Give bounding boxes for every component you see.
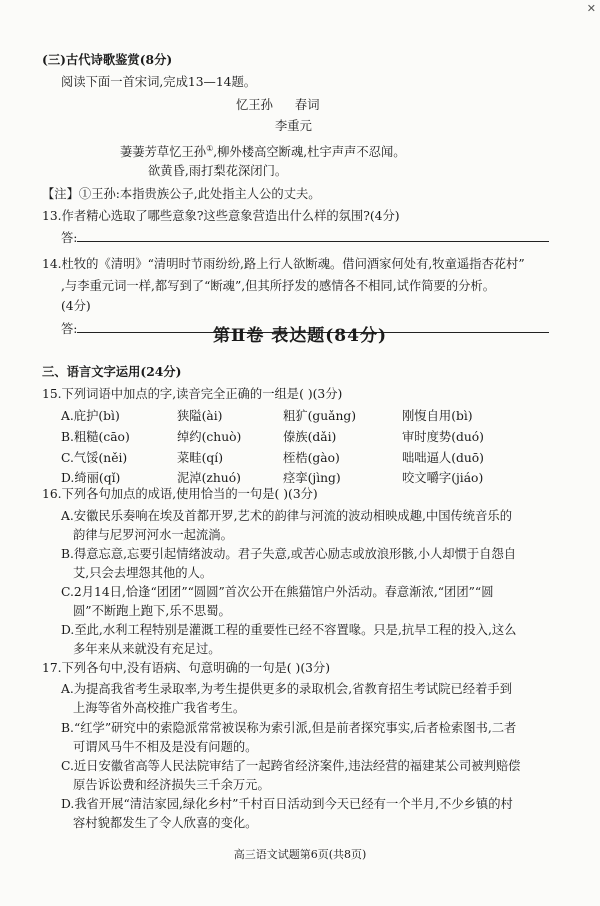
q17-option-c-line2: 原告诉讼费和经济损失三千余万元。 <box>73 778 270 792</box>
q16-option-d-line2: 多年来从来就没有充足过。 <box>73 642 221 656</box>
answer-13[interactable]: 答: <box>61 229 549 246</box>
q15-word: 绰约(chuò) <box>177 430 242 444</box>
poem-line-1: 萋萋芳草忆王孙①,柳外楼高空断魂,杜宇声声不忍闻。 <box>120 144 406 160</box>
section-poetry-heading: (三)古代诗歌鉴赏(8分) <box>42 52 173 67</box>
q15-word: 咄咄逼人(duō) <box>402 451 484 465</box>
section-language-heading: 三、语言文字运用(24分) <box>42 364 182 379</box>
question-17: 17.下列各句中,没有语病、句意明确的一句是( )(3分) <box>42 661 331 675</box>
q17-option-d-line2: 容村貌都发生了令人欣喜的变化。 <box>73 816 258 830</box>
poetry-instruction: 阅读下面一首宋词,完成13—14题。 <box>61 75 257 89</box>
scan-mark: ✕ <box>586 2 596 15</box>
poem-line-2: 欲黄昏,雨打梨花深闭门。 <box>148 164 288 178</box>
q15-option-d[interactable]: D.绮丽(qǐ) <box>61 471 121 485</box>
q16-option-a-line1[interactable]: A.安徽民乐奏响在埃及首都开罗,艺术的韵律与河流的波动相映成趣,中国传统音乐的 <box>61 509 512 523</box>
q15-word: 审时度势(duó) <box>402 430 484 444</box>
q17-option-b-line2: 可谓风马牛不相及是没有问题的。 <box>73 740 258 754</box>
question-14-line2: ,与李重元词一样,都写到了“断魂”,但其所抒发的感情各不相同,试作简要的分析。 <box>61 279 496 293</box>
q16-option-b-line2: 艾,只会去埋怨其他的人。 <box>73 566 213 580</box>
question-14-line3: (4分) <box>61 299 91 313</box>
q15-word: 咬文嚼字(jiáo) <box>402 471 484 485</box>
q15-option-c[interactable]: C.气馁(něi) <box>61 451 128 465</box>
poem-title: 忆王孙 春词 <box>236 98 320 112</box>
q16-option-c-line1[interactable]: C.2月14日,恰逢“团团”“圆圆”首次公开在熊猫馆户外活动。春意渐浓,“团团”“圆 <box>61 585 494 599</box>
part-2-heading: 第Ⅱ卷 表达题(84分) <box>213 326 387 346</box>
q17-option-c-line1[interactable]: C.近日安徽省高等人民法院审结了一起跨省经济案件,违法经营的福建某公司被判赔偿 <box>61 759 521 773</box>
poem-author: 李重元 <box>275 119 312 133</box>
answer-14[interactable]: 答: <box>61 320 549 337</box>
poem-note: 【注】①王孙:本指贵族公子,此处指主人公的丈夫。 <box>42 187 321 201</box>
q16-option-c-line2: 圆”不断跑上跑下,乐不思蜀。 <box>73 604 231 618</box>
q17-option-a-line1[interactable]: A.为提高我省考生录取率,为考生提供更多的录取机会,省教育招生考试院已经着手到 <box>61 682 512 696</box>
q16-option-a-line2: 韵律与尼罗河河水一起流淌。 <box>73 528 233 542</box>
q15-word: 痉挛(jìng) <box>283 471 341 485</box>
q15-word: 泥淖(zhuó) <box>177 471 241 485</box>
q15-word: 刚愎自用(bì) <box>402 409 473 423</box>
q15-word: 桎梏(gào) <box>283 451 340 465</box>
question-14-line1: 14.杜牧的《清明》“清明时节雨纷纷,路上行人欲断魂。借问酒家何处有,牧童遥指杏花村” <box>42 257 525 271</box>
q15-option-a[interactable]: A.庇护(bì) <box>61 409 120 423</box>
question-16: 16.下列各句加点的成语,使用恰当的一句是( )(3分) <box>42 487 318 501</box>
question-15: 15.下列词语中加点的字,读音完全正确的一组是( )(3分) <box>42 387 343 401</box>
question-13: 13.作者精心选取了哪些意象?这些意象营造出什么样的氛围?(4分) <box>42 209 400 223</box>
q17-option-a-line2: 上海等省外高校推广我省考生。 <box>73 701 246 715</box>
q15-word: 粗犷(guǎng) <box>283 409 357 423</box>
q15-word: 狭隘(ài) <box>177 409 223 423</box>
page-footer: 高三语文试题第6页(共8页) <box>233 848 367 861</box>
q17-option-b-line1[interactable]: B.“红学”研究中的索隐派常常被误称为索引派,但是前者探究事实,后者检索图书,二者 <box>61 721 517 735</box>
q15-option-b[interactable]: B.粗糙(cāo) <box>61 430 130 444</box>
q16-option-b-line1[interactable]: B.得意忘意,忘要引起情绪波动。君子失意,或苦心励志或放浪形骸,小人却惯于自怨自 <box>61 547 517 561</box>
q15-word: 傣族(dǎi) <box>283 430 337 444</box>
q16-option-d-line1[interactable]: D.至此,水利工程特别是灌溉工程的重要性已经不容置喙。只是,抗旱工程的投入,这么 <box>61 623 517 637</box>
q15-word: 菜畦(qí) <box>177 451 223 465</box>
q17-option-d-line1[interactable]: D.我省开展“清洁家园,绿化乡村”千村百日活动到今天已经有一个半月,不少乡镇的村 <box>61 797 513 811</box>
